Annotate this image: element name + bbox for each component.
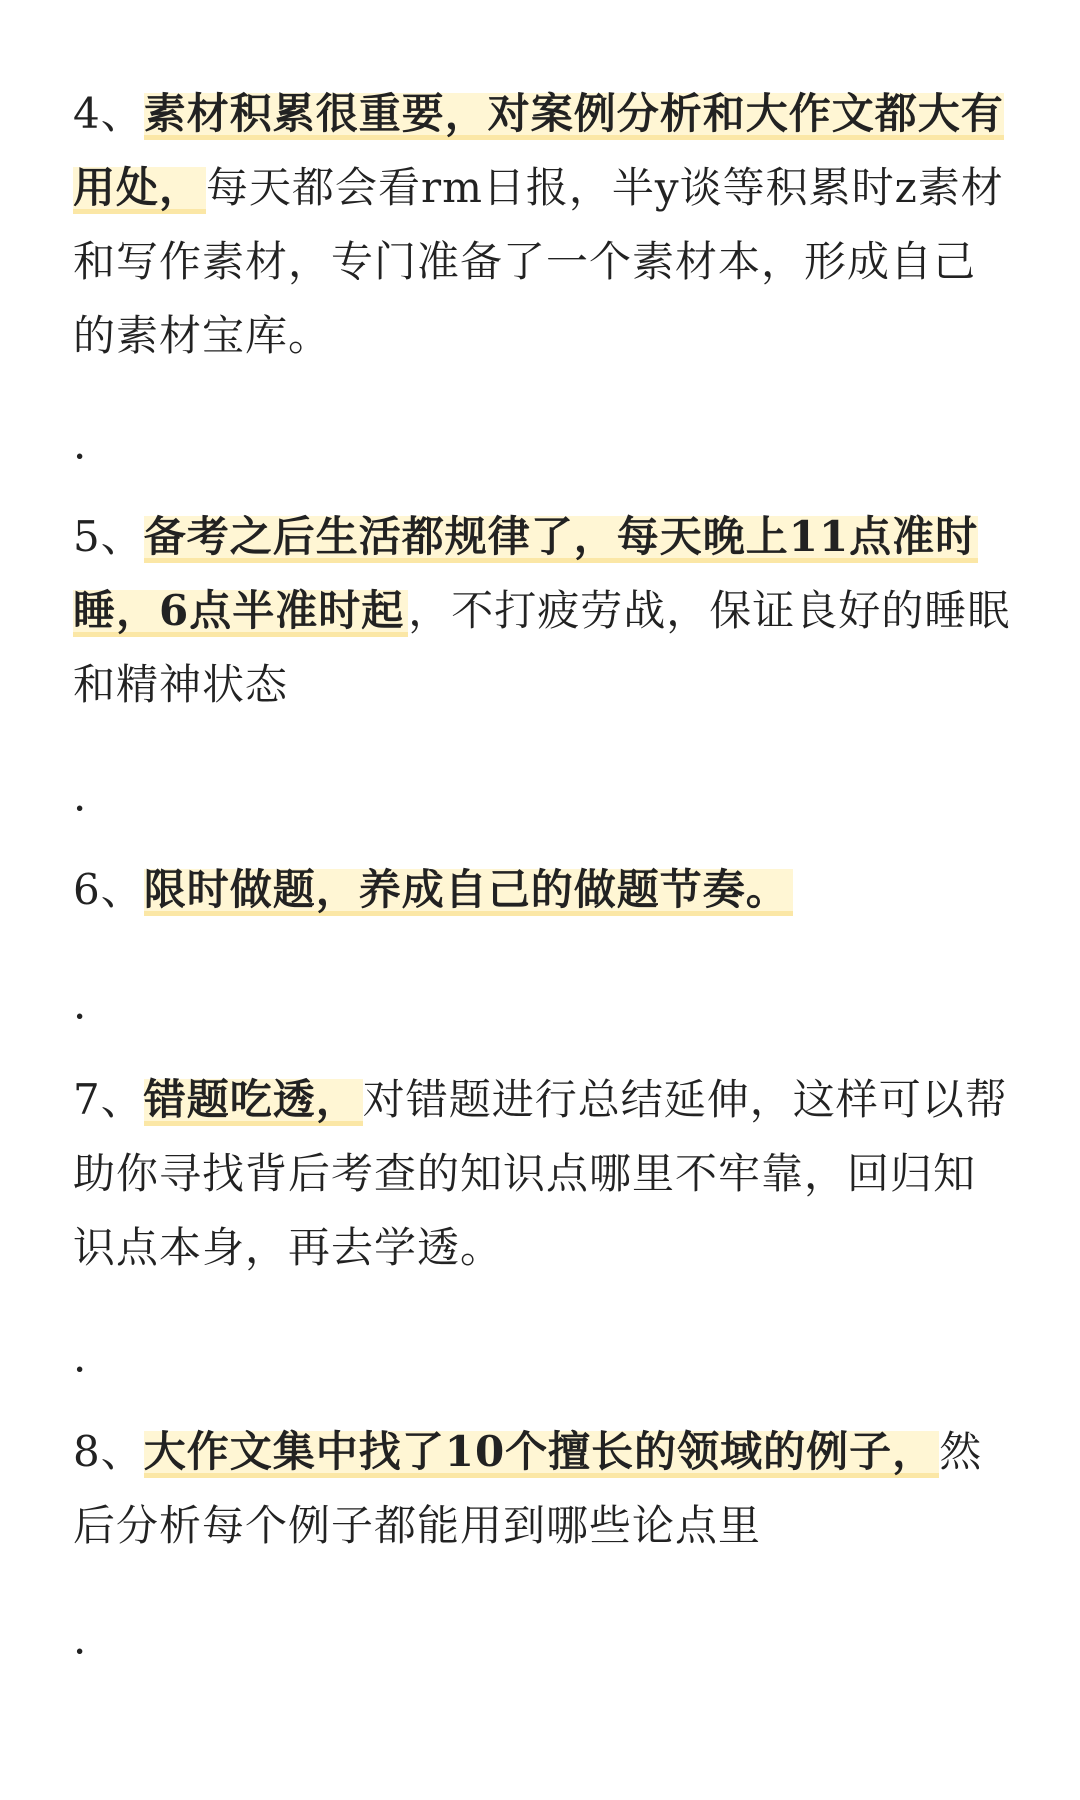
separator-dot: · bbox=[73, 992, 87, 1041]
tip-item-4 bbox=[73, 77, 1013, 373]
tip-highlight: 限时做题，养成自己的做题节奏。 bbox=[144, 865, 793, 916]
tip-highlight: 素材积累很重要，对案例分析和大作文都大有用处， bbox=[73, 89, 1004, 212]
tip-number: 5、 bbox=[73, 512, 144, 561]
tip-highlight: 错题吃透， bbox=[144, 1075, 363, 1126]
tip-number: 6、 bbox=[73, 865, 144, 914]
separator-dot: · bbox=[73, 784, 87, 833]
separator-dot: · bbox=[73, 1627, 87, 1676]
tip-item-6 bbox=[73, 853, 793, 927]
tip-number: 4、 bbox=[73, 89, 144, 138]
separator-dot: · bbox=[73, 1345, 87, 1394]
tip-item-5 bbox=[73, 500, 1013, 722]
tip-item-7 bbox=[73, 1063, 1013, 1285]
tip-number: 7、 bbox=[73, 1075, 144, 1124]
tip-text: ，不打疲劳战，保证良好的睡眠和精神状态 bbox=[73, 586, 1011, 709]
tip-item-8 bbox=[73, 1415, 1013, 1563]
tip-text: 每天都会看rm日报，半y谈等积累时z素材和写作素材，专门准备了一个素材本，形成自己的素材宝库。 bbox=[73, 163, 1004, 360]
tip-number: 8、 bbox=[73, 1427, 144, 1476]
tip-highlight: 大作文集中找了10个擅长的领域的例子， bbox=[144, 1427, 939, 1478]
separator-dot: · bbox=[73, 432, 87, 481]
tip-text: 对错题进行总结延伸，这样可以帮助你寻找背后考查的知识点哪里不牢靠，回归知识点本身，再去学透。 bbox=[73, 1075, 1008, 1272]
tip-highlight: 备考之后生活都规律了，每天晚上11点准时睡，6点半准时起 bbox=[73, 512, 979, 635]
tip-text: 然后分析每个例子都能用到哪些论点里 bbox=[73, 1427, 983, 1550]
